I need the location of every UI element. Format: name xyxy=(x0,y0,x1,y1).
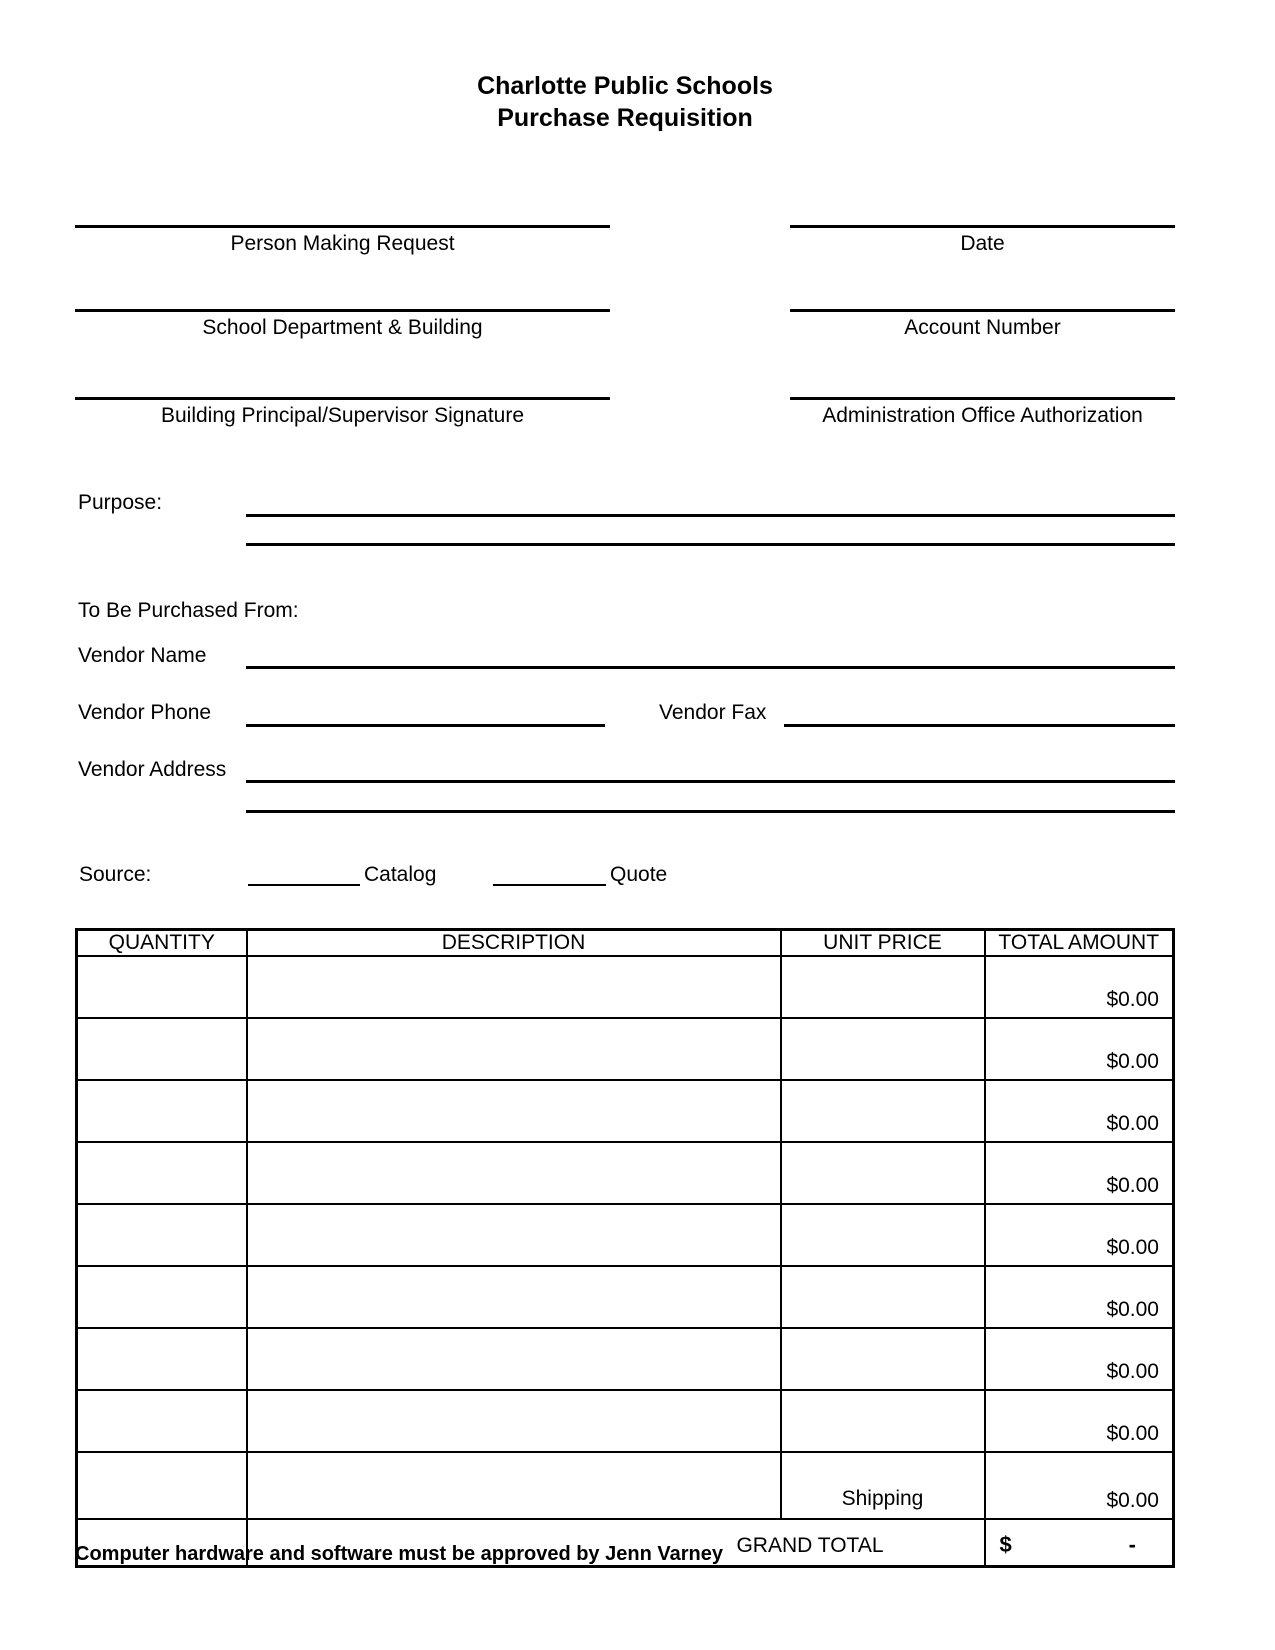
form-title-line2: Purchase Requisition xyxy=(497,104,753,132)
shipping-total-cell: $0.00 xyxy=(985,1452,1174,1519)
purpose-label: Purpose: xyxy=(78,491,163,514)
unit-price-cell xyxy=(781,1328,985,1390)
source-catalog-blank-line xyxy=(248,884,360,886)
vendor-fax-line xyxy=(784,724,1175,727)
quantity-cell xyxy=(77,1390,247,1452)
quantity-cell xyxy=(77,1018,247,1080)
vendor-name-label: Vendor Name xyxy=(78,644,207,667)
source-quote-label: Quote xyxy=(610,863,668,886)
shipping-row xyxy=(77,1452,1174,1519)
quantity-cell xyxy=(77,1452,247,1519)
vendor-address-line-1 xyxy=(246,780,1175,783)
unit-price-cell xyxy=(781,1080,985,1142)
description-cell xyxy=(247,1142,781,1204)
description-cell xyxy=(247,956,781,1018)
vendor-fax-label: Vendor Fax xyxy=(659,701,767,724)
approval-note: Computer hardware and software must be approved by Jenn Varney xyxy=(75,1543,723,1565)
date-line xyxy=(790,225,1175,228)
purpose-line-2 xyxy=(246,543,1175,546)
total-amount-cell: $0.00 xyxy=(985,1390,1174,1452)
header-total-amount: TOTAL AMOUNT xyxy=(985,930,1174,957)
source-label: Source: xyxy=(79,863,152,886)
description-cell xyxy=(247,1266,781,1328)
date-label: Date xyxy=(960,232,1005,255)
total-amount-cell: $0.00 xyxy=(985,1328,1174,1390)
grand-total-label: GRAND TOTAL xyxy=(247,1519,985,1567)
total-amount-cell: $0.00 xyxy=(985,1204,1174,1266)
purpose-line-1 xyxy=(246,514,1175,517)
vendor-phone-label: Vendor Phone xyxy=(78,701,212,724)
table-row xyxy=(77,1080,1174,1142)
quantity-cell xyxy=(77,956,247,1018)
table-row xyxy=(77,1390,1174,1452)
description-cell xyxy=(247,1204,781,1266)
table-row xyxy=(77,1204,1174,1266)
description-cell xyxy=(247,1080,781,1142)
source-quote-blank-line xyxy=(493,884,606,886)
quantity-cell xyxy=(77,1142,247,1204)
description-cell xyxy=(247,1390,781,1452)
principal-signature-label: Building Principal/Supervisor Signature xyxy=(160,404,525,427)
table-row xyxy=(77,1018,1174,1080)
unit-price-cell xyxy=(781,1204,985,1266)
quantity-cell xyxy=(77,1204,247,1266)
items-table xyxy=(75,928,1175,1568)
vendor-address-label: Vendor Address xyxy=(78,758,227,781)
header-description: DESCRIPTION xyxy=(247,930,781,957)
unit-price-cell xyxy=(781,1390,985,1452)
form-title-line1: Charlotte Public Schools xyxy=(477,72,773,100)
table-row xyxy=(77,1328,1174,1390)
vendor-name-line xyxy=(246,666,1175,669)
description-cell xyxy=(247,1328,781,1390)
total-amount-cell: $0.00 xyxy=(985,1142,1174,1204)
account-number-label: Account Number xyxy=(904,316,1061,339)
total-amount-cell: $0.00 xyxy=(985,956,1174,1018)
school-department-line xyxy=(75,309,610,312)
total-amount-cell: $0.00 xyxy=(985,1018,1174,1080)
description-cell xyxy=(247,1452,781,1519)
table-row xyxy=(77,1142,1174,1204)
grand-total-value-cell xyxy=(985,1519,1174,1567)
header-quantity: QUANTITY xyxy=(77,930,247,957)
table-row xyxy=(77,956,1174,1018)
description-cell xyxy=(247,1018,781,1080)
items-table-header-row xyxy=(77,930,1174,957)
quantity-cell xyxy=(77,1080,247,1142)
vendor-phone-line xyxy=(246,724,605,727)
unit-price-cell xyxy=(781,1266,985,1328)
unit-price-cell xyxy=(781,1018,985,1080)
purchased-from-heading: To Be Purchased From: xyxy=(78,599,299,622)
total-amount-cell: $0.00 xyxy=(985,1266,1174,1328)
grand-total-value: - xyxy=(1128,1532,1136,1557)
shipping-label: Shipping xyxy=(781,1452,985,1519)
grand-total-currency: $ xyxy=(999,1532,1012,1557)
person-making-request-line xyxy=(75,225,610,228)
principal-signature-line xyxy=(75,397,610,400)
account-number-line xyxy=(790,309,1175,312)
unit-price-cell xyxy=(781,1142,985,1204)
quantity-cell xyxy=(77,1328,247,1390)
quantity-cell xyxy=(77,1266,247,1328)
school-department-label: School Department & Building xyxy=(202,316,483,339)
admin-authorization-label: Administration Office Authorization xyxy=(822,404,1143,427)
admin-authorization-line xyxy=(790,397,1175,400)
vendor-address-line-2 xyxy=(246,810,1175,813)
total-amount-cell: $0.00 xyxy=(985,1080,1174,1142)
header-unit-price: UNIT PRICE xyxy=(781,930,985,957)
person-making-request-label: Person Making Request xyxy=(230,232,455,255)
table-row xyxy=(77,1266,1174,1328)
unit-price-cell xyxy=(781,956,985,1018)
source-catalog-label: Catalog xyxy=(364,863,437,886)
